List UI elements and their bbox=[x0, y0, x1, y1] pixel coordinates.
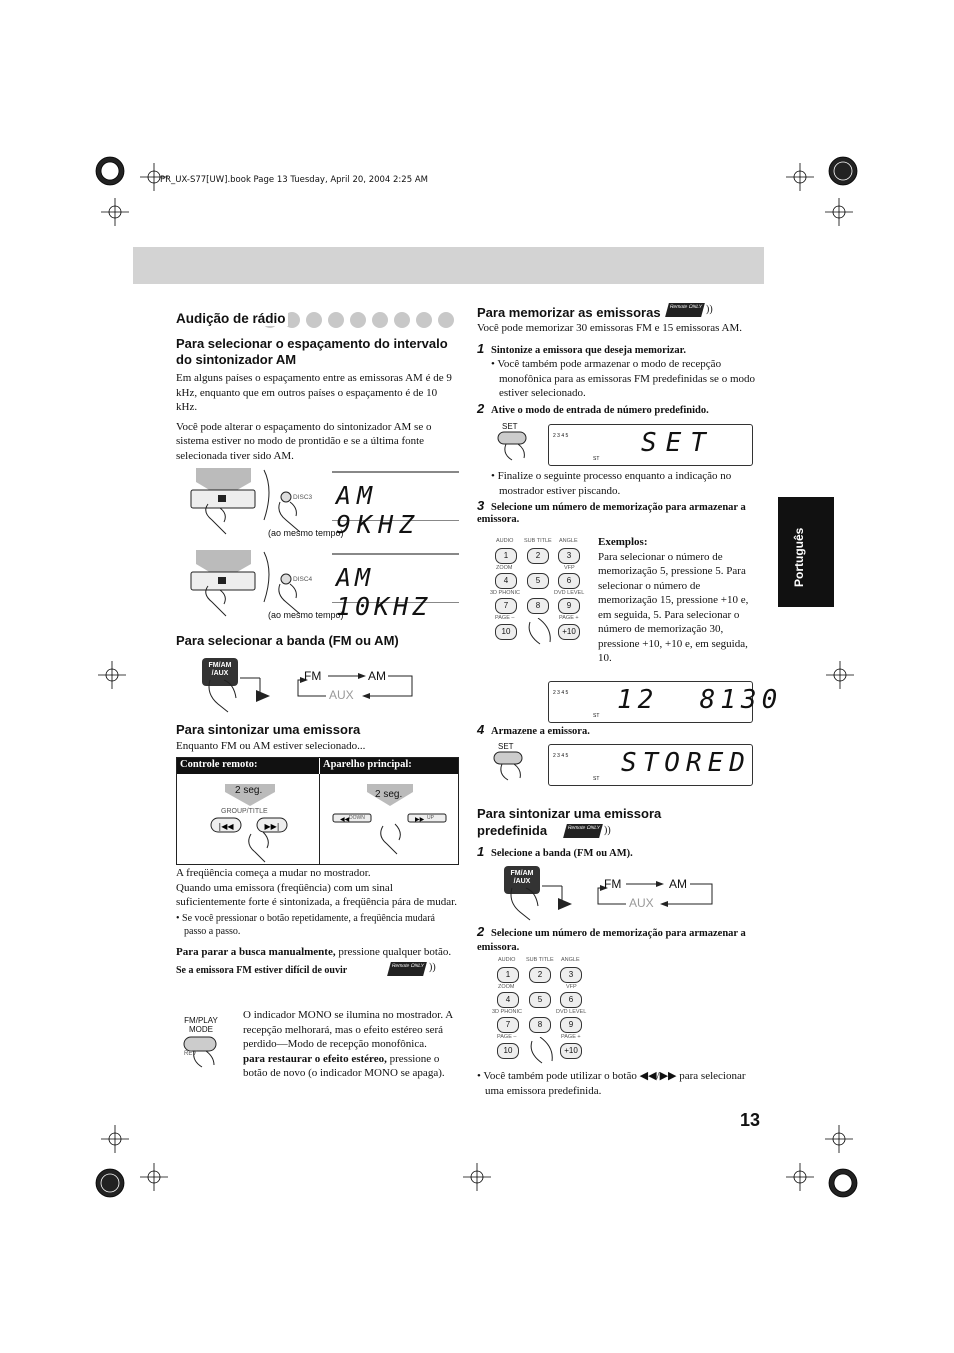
fm-am-aux-button: FM/AM /AUX bbox=[504, 866, 540, 894]
main-hold: 2 seg. bbox=[375, 789, 403, 800]
memorize-step2 bbox=[477, 401, 762, 416]
key-5[interactable]: 5 bbox=[529, 992, 551, 1008]
tune-intro: Enquanto FM ou AM estiver selecionado... bbox=[176, 740, 366, 752]
remote-hold: 2 seg. bbox=[235, 785, 263, 796]
kp-label: PAGE + bbox=[561, 1034, 581, 1040]
lcd-set-text: SET bbox=[641, 428, 715, 458]
mode-button-sub: REV bbox=[184, 1051, 197, 1057]
mode-button-drawing bbox=[176, 1013, 236, 1073]
lcd-text-2: AM 10KHZ bbox=[336, 563, 432, 621]
band-am: AM bbox=[669, 877, 687, 891]
weak-text-block bbox=[243, 1008, 461, 1081]
step2-bullet-text: Finalize o seguinte processo enquanto a indicação no mostrador estiver piscando. bbox=[497, 470, 732, 497]
key-7[interactable]: 7 bbox=[495, 598, 517, 614]
stored-figure bbox=[490, 740, 760, 788]
weak-text: O indicador MONO se ilumina no mostrador. A recepção melhorará, mas o efeito estéreo será perdido—Modo de recepção monofônica. bbox=[243, 1009, 453, 1050]
remote-label: GROUP/TITLE bbox=[221, 808, 268, 815]
set-button-drawing bbox=[490, 420, 550, 468]
step3-text: Selecione um número de memorização para armazenar a emissora. bbox=[477, 502, 746, 525]
memorize-step1 bbox=[477, 341, 762, 401]
tune-para1: A freqüência começa a mudar no mostrador. bbox=[176, 867, 371, 879]
col-remote: Controle remoto: bbox=[177, 758, 319, 774]
key-3[interactable]: 3 bbox=[558, 548, 580, 564]
tune-illustration bbox=[177, 774, 459, 864]
spacing-figure-1 bbox=[176, 466, 459, 546]
svg-text:▶▶|: ▶▶| bbox=[264, 822, 280, 831]
key-9[interactable]: 9 bbox=[558, 598, 580, 614]
section-dots bbox=[261, 310, 461, 330]
weak-heading-row bbox=[176, 964, 459, 980]
caption-1: (ao mesmo tempo) bbox=[268, 528, 344, 538]
tune-para2: Quando uma emissora (freqüência) com um sinal suficientemente forte é sintonizada, a freqüência pára de mudar. bbox=[176, 881, 457, 908]
memorize-heading-row bbox=[477, 302, 762, 322]
spacing-figure-2 bbox=[176, 548, 459, 628]
kp-label: ANGLE bbox=[561, 957, 580, 963]
lcd-set bbox=[548, 424, 753, 466]
tp-bullet: • Você também pode utilizar o botão ◀◀/▶▶ para selecionar uma emissora predefinida. bbox=[477, 1070, 746, 1097]
tune-heading: Para sintonizar uma emissora bbox=[176, 722, 361, 737]
lcd-panel-1 bbox=[332, 471, 459, 539]
stop-rest: pressione qualquer botão. bbox=[335, 945, 452, 958]
tune-preset-heading: Para sintonizar uma emissora predefinida bbox=[477, 806, 662, 838]
tune-preset-step1 bbox=[477, 844, 762, 859]
language-tab bbox=[778, 497, 834, 607]
kp-label: SUB TITLE bbox=[524, 538, 552, 544]
lcd-panel-2 bbox=[332, 553, 459, 621]
tp-step1-text: Selecione a banda (FM ou AM). bbox=[490, 848, 633, 859]
tune-bullet1: • Se você pressionar o botão repetidamente, a freqüência mudará passo a passo. bbox=[176, 912, 435, 937]
key-10[interactable]: 10 bbox=[497, 1043, 519, 1059]
key-8[interactable]: 8 bbox=[529, 1017, 551, 1033]
key-10[interactable]: 10 bbox=[495, 624, 517, 640]
caption-2: (ao mesmo tempo) bbox=[268, 610, 344, 620]
kp-label: ZOOM bbox=[498, 984, 515, 990]
kp-label: AUDIO bbox=[498, 957, 516, 963]
lcd-stored bbox=[548, 744, 753, 786]
key-6[interactable]: 6 bbox=[558, 573, 580, 589]
kp-label: ANGLE bbox=[559, 538, 578, 544]
kp-label: PAGE – bbox=[497, 1034, 517, 1040]
svg-text:◀◀: ◀◀ bbox=[340, 816, 350, 823]
signal-icon: )) bbox=[429, 962, 436, 973]
kp-label: VFP bbox=[564, 565, 575, 571]
tune-table bbox=[176, 757, 459, 865]
signal-icon: )) bbox=[604, 825, 611, 836]
key-3[interactable]: 3 bbox=[560, 967, 582, 983]
remote-only-badge: Remote ONLY bbox=[563, 824, 603, 838]
tp-step2-text: Selecione um número de memorização para armazenar a emissora. bbox=[477, 928, 746, 953]
stop-search bbox=[176, 945, 459, 960]
band-aux: AUX bbox=[329, 688, 354, 702]
key-1[interactable]: 1 bbox=[497, 967, 519, 983]
section-title-row bbox=[176, 310, 459, 330]
lcd-text-1: AM 9KHZ bbox=[336, 481, 421, 539]
band-arrows bbox=[200, 656, 430, 718]
tp-step2-num: 2 bbox=[477, 924, 485, 939]
lcd-st: ST bbox=[593, 713, 600, 719]
step4-num: 4 bbox=[477, 722, 485, 737]
step2-text: Ative o modo de entrada de número predefinido. bbox=[490, 405, 709, 416]
kp-label: 3D PHONIC bbox=[490, 590, 520, 596]
main-up: UP bbox=[427, 815, 434, 821]
key-4[interactable]: 4 bbox=[495, 573, 517, 589]
step3-num: 3 bbox=[477, 498, 485, 513]
examples-text: Para selecionar o número de memorização 5, pressione 5. Para selecionar o número de memorização 15, pressione +10 e, em seguida, 5. Para selecionar o número de memorização 30, pressione +10, +10 e, em seguida, 10. bbox=[598, 550, 749, 664]
stop-bold: Para parar a busca manualmente, bbox=[176, 945, 336, 958]
step1-num: 1 bbox=[477, 341, 485, 356]
key-8[interactable]: 8 bbox=[527, 598, 549, 614]
lcd-digits: 2 3 4 5 bbox=[553, 690, 569, 696]
page-number: 13 bbox=[740, 1110, 761, 1130]
kp-label: PAGE + bbox=[559, 615, 579, 621]
set-label: SET bbox=[498, 742, 514, 751]
remote-only-badge: Remote ONLY bbox=[665, 303, 705, 317]
key-5[interactable]: 5 bbox=[527, 573, 549, 589]
svg-text:▶▶: ▶▶ bbox=[415, 816, 425, 823]
key-7[interactable]: 7 bbox=[497, 1017, 519, 1033]
band-arrows bbox=[502, 864, 732, 926]
language-tab-label: Português bbox=[792, 527, 806, 587]
weak-heading: Se a emissora FM estiver difícil de ouvir bbox=[176, 965, 348, 976]
lcd-digits: 2 3 4 5 bbox=[553, 433, 569, 439]
band-fm: FM bbox=[604, 877, 622, 891]
key-plus10[interactable]: +10 bbox=[560, 1043, 582, 1059]
band-am: AM bbox=[368, 669, 386, 683]
kp-label: SUB TITLE bbox=[526, 957, 554, 963]
fm-am-aux-button: FM/AM /AUX bbox=[202, 658, 238, 686]
lcd-stored-text: STORED bbox=[621, 748, 751, 778]
keypad-2 bbox=[492, 957, 592, 1069]
finger-drawing bbox=[522, 1037, 572, 1069]
kp-label: ZOOM bbox=[496, 565, 513, 571]
lcd-preset-text: 12 8130 bbox=[617, 685, 783, 715]
lcd-preset bbox=[548, 681, 783, 723]
remote-only-badge: Remote ONLY bbox=[387, 962, 427, 976]
kp-label: 3D PHONIC bbox=[492, 1009, 522, 1015]
left-column bbox=[176, 310, 459, 463]
mode-button-figure bbox=[176, 1013, 236, 1073]
section-title: Audição de rádio bbox=[176, 311, 286, 326]
key-1[interactable]: 1 bbox=[495, 548, 517, 564]
set-button-drawing bbox=[490, 740, 550, 788]
keypad-1 bbox=[490, 538, 590, 650]
step4-text: Armazene a emissora. bbox=[490, 726, 590, 737]
step1-bullet-text: Você também pode armazenar o modo de recepção monofônica para as emissoras FM predefinidas se o modo estiver selecionado. bbox=[497, 358, 755, 399]
kp-label: AUDIO bbox=[496, 538, 514, 544]
band-diagram-2 bbox=[502, 864, 732, 926]
tune-text bbox=[176, 866, 459, 980]
restore-rest: pressione o botão de novo (o indicador MONO se apaga). bbox=[243, 1052, 445, 1079]
disc-label-2: DISC4 bbox=[293, 576, 313, 583]
header-band bbox=[133, 247, 764, 284]
step1-bullet: • Você também pode armazenar o modo de recepção monofônica para as emissoras FM predefinidas se o modo estiver selecionado. bbox=[491, 358, 755, 399]
mode-button-label: FM/PLAY MODE bbox=[184, 1016, 218, 1034]
step1-text: Sintonize a emissora que deseja memorizar. bbox=[490, 345, 686, 356]
finger-drawing bbox=[520, 618, 570, 650]
band-diagram bbox=[200, 656, 430, 718]
lcd-st: ST bbox=[593, 776, 600, 782]
key-plus10[interactable]: +10 bbox=[558, 624, 580, 640]
key-2[interactable]: 2 bbox=[529, 967, 551, 983]
memorize-heading: Para memorizar as emissoras bbox=[477, 305, 661, 320]
band-fm: FM bbox=[304, 669, 322, 683]
lcd-st: ST bbox=[593, 456, 600, 462]
examples-title: Exemplos: bbox=[598, 536, 648, 548]
key-2[interactable]: 2 bbox=[527, 548, 549, 564]
band-heading: Para selecionar a banda (FM ou AM) bbox=[176, 633, 399, 648]
step2-bullet: • Finalize o seguinte processo enquanto a indicação no mostrador estiver piscando. bbox=[491, 470, 732, 497]
kp-label: DVD LEVEL bbox=[554, 590, 585, 596]
kp-label: PAGE – bbox=[495, 615, 515, 621]
tune-preset-step2 bbox=[477, 924, 762, 955]
tune-bullet1-text: Se você pressionar o botão repetidamente, a freqüência mudará passo a passo. bbox=[182, 912, 435, 937]
svg-text:|◀◀: |◀◀ bbox=[218, 822, 234, 831]
set-label: SET bbox=[502, 422, 518, 431]
key-6[interactable]: 6 bbox=[560, 992, 582, 1008]
kp-label: VFP bbox=[566, 984, 577, 990]
tp-step1-num: 1 bbox=[477, 844, 485, 859]
tune-preset-heading-block bbox=[477, 805, 762, 841]
disc-label-1: DISC3 bbox=[293, 494, 313, 501]
main-down: DOWN bbox=[349, 815, 365, 821]
key-9[interactable]: 9 bbox=[560, 1017, 582, 1033]
restore-bold: para restaurar o efeito estéreo, bbox=[243, 1052, 387, 1065]
key-4[interactable]: 4 bbox=[497, 992, 519, 1008]
band-aux: AUX bbox=[629, 896, 654, 910]
spacing-para2: Você pode alterar o espaçamento do sintonizador AM se o sistema estiver no modo de prontidão e se a última fonte selecionada tiver sido AM. bbox=[176, 420, 432, 462]
set-figure bbox=[490, 420, 760, 468]
col-main: Aparelho principal: bbox=[319, 758, 458, 774]
file-header: PR_UX-S77[UW].book Page 13 Tuesday, April 20, 2004 2:25 AM bbox=[160, 175, 428, 185]
kp-label: DVD LEVEL bbox=[556, 1009, 587, 1015]
lcd-digits: 2 3 4 5 bbox=[553, 753, 569, 759]
tp-bullet-text: Você também pode utilizar o botão ◀◀/▶▶ para selecionar uma emissora predefinida. bbox=[483, 1070, 746, 1097]
spacing-heading: Para selecionar o espaçamento do intervalo do sintonizador AM bbox=[176, 336, 448, 367]
step2-num: 2 bbox=[477, 401, 485, 416]
memorize-step3 bbox=[477, 498, 762, 525]
memorize-intro: Você pode memorizar 30 emissoras FM e 15 emissoras AM. bbox=[477, 322, 742, 334]
spacing-para1: Em alguns países o espaçamento entre as emissoras AM é de 9 kHz, enquanto que em outros países o espaçamento é de 10 kHz. bbox=[176, 372, 452, 413]
examples-block bbox=[598, 535, 758, 666]
memorize-step4 bbox=[477, 722, 762, 737]
signal-icon: )) bbox=[706, 304, 713, 315]
